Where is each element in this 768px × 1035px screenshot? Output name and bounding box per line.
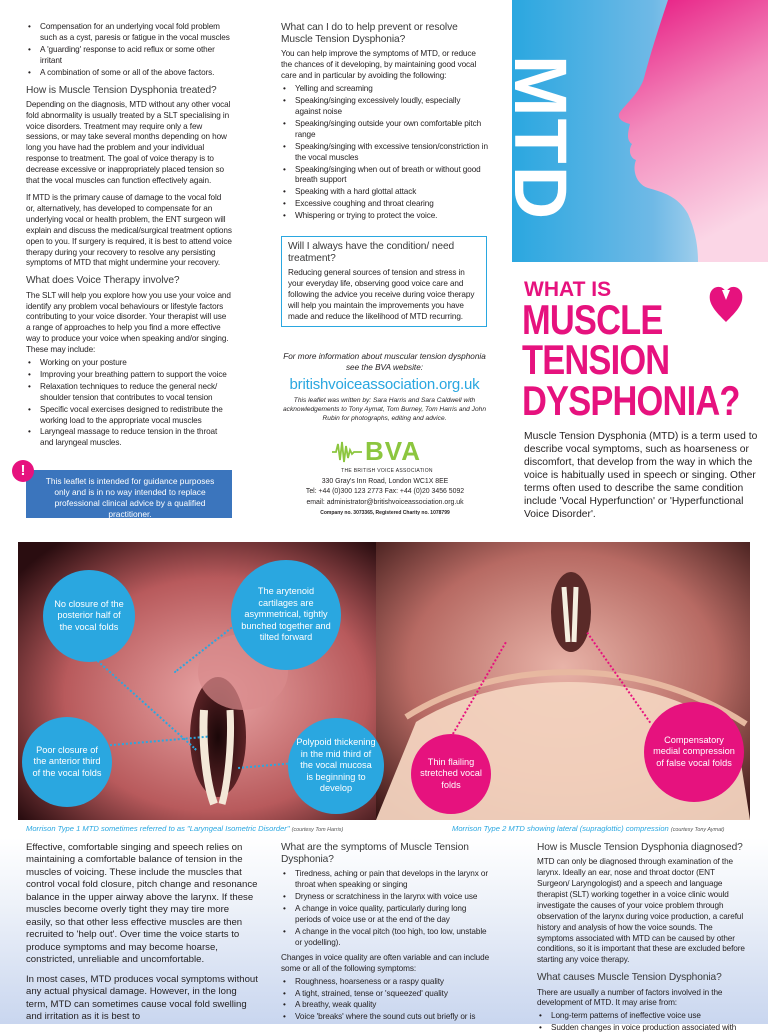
symptoms-heading: What are the symptoms of Muscle Tension Dysphonia?: [281, 842, 469, 866]
quality-bullet-list: [281, 977, 491, 1024]
prevent-bullet-list: [281, 84, 488, 222]
treatment-info-box: [281, 236, 487, 327]
bottom-column-2: [281, 842, 491, 1024]
soundwave-icon: [332, 440, 362, 464]
list-item: • Yelling and screaming: [281, 84, 488, 95]
contact-block: [281, 352, 488, 424]
bottom-paragraph-2: In most cases, MTD produces vocal symptoms without any actual physical damage. However, in the long term, MTD can sometimes cause vocal fold swelling and irritation as it is best to: [26, 973, 258, 1023]
list-item: • Sudden changes in voice production associated with: [537, 1023, 747, 1034]
column-1: [26, 22, 232, 450]
annotation-false-vocal-folds: Compensatory medial compression of false vocal folds: [644, 702, 744, 802]
list-item: • Dryness or scratchiness in the larynx with voice use: [281, 892, 491, 903]
caption-2-credit: (courtesy Tony Aymat): [670, 827, 725, 833]
always-heading: Will I always have the condition/ need treatment?: [288, 241, 455, 265]
bottom-column-3: [537, 842, 747, 1035]
list-item: • Speaking/singing when out of breath or without good breath support: [281, 165, 488, 187]
alert-icon: [12, 460, 34, 482]
column-2: [281, 22, 488, 223]
list-item: • A change in voice quality, particularly during long periods of voice use or at the end of the day: [281, 904, 491, 926]
title-line-muscle: MUSCLE: [522, 296, 663, 343]
disclaimer-text: This leaflet is intended for guidance purposes only and is in no way intended to replace professional clinical advice by a qualified practitioner.: [45, 476, 215, 519]
always-paragraph: Reducing general sources of tension and stress in your everyday life, observing good voice care and following the advice you receive during voice therapy will help you maintain the improvements you have made and reduce the likelihood of MTD recurring.: [288, 268, 475, 322]
list-item: • Whispering or trying to protect the voice.: [281, 211, 488, 222]
bottom-paragraph-1: Effective, comfortable singing and speech relies on maintaining a comfortable balance of tension in the muscles of voicing. These include the muscles that control vocal fold closure, pitch change and resonance balance in the upper airway above the larynx. If these muscles become overly tight they may tire more easily, so that other less effective muscles are then recruited to 'help out'. Over time the voice starts to produce symptoms and may become hoarse, constricted, unreliable and uncomfortable.: [26, 842, 258, 966]
vertical-mtd-title: MTD: [499, 54, 582, 222]
causes-paragraph: There are usually a number of factors involved in the development of MTD. It may arise from:: [537, 987, 723, 1008]
website-link[interactable]: britishvoiceassociation.org.uk: [289, 376, 480, 394]
caption-2-text: Morrison Type 2 MTD showing lateral (supraglottic) compression: [452, 824, 669, 833]
address: 330 Gray's Inn Road, London WC1X 8EE: [321, 478, 449, 485]
therapy-heading: What does Voice Therapy involve?: [26, 275, 180, 287]
bva-logo: [332, 436, 442, 478]
list-item: • Speaking with a hard glottal attack: [281, 187, 488, 198]
list-item: • Relaxation techniques to reduce the general neck/ shoulder tension that contributes to vocal tension: [26, 382, 232, 404]
list-item: • Speaking/singing outside your own comfortable pitch range: [281, 119, 488, 141]
address-block: [290, 477, 480, 518]
caption-1: [26, 824, 356, 833]
symptoms-bullet-list: [281, 869, 491, 948]
diagnosis-heading: How is Muscle Tension Dysphonia diagnosed?: [537, 842, 743, 853]
list-item: • Speaking/singing with excessive tension/constriction in the vocal muscles: [281, 142, 488, 164]
email: email: administrator@britishvoiceassociation.org.uk: [306, 498, 464, 506]
top-bullet-list: [26, 22, 232, 79]
list-item: • Tiredness, aching or pain that develops in the larynx or throat when speaking or singing: [281, 869, 491, 891]
list-item: • Long-term patterns of ineffective voice use: [537, 1011, 747, 1022]
causes-bullet-list: [537, 1011, 747, 1034]
caption-1-credit: (courtesy Tom Harris): [291, 827, 344, 833]
list-item: • Speaking/singing excessively loudly, especially against noise: [281, 96, 488, 118]
info-line: For more information about muscular tension dysphonia see the BVA website:: [283, 352, 486, 372]
what-is-label: WHAT IS: [524, 278, 612, 301]
main-title: [522, 296, 768, 424]
treatment-heading: How is Muscle Tension Dysphonia treated?: [26, 84, 217, 96]
list-item: • Laryngeal massage to reduce tension in the throat and laryngeal muscles.: [26, 427, 232, 449]
laryngoscopy-images: [18, 542, 750, 820]
list-item: • A 'guarding' response to acid reflux or some other irritant: [26, 45, 232, 67]
caption-1-text: Morrison Type 1 MTD sometimes referred to as "Laryngeal Isometric Disorder": [26, 824, 290, 833]
alert-glyph: !: [20, 462, 26, 479]
caption-2: [452, 824, 752, 833]
title-line-dysphonia: DYSPHONIA?: [522, 376, 740, 424]
list-item: • A breathy, weak quality: [281, 1000, 491, 1011]
title-line-tension: TENSION: [522, 336, 670, 384]
credits: This leaflet was written by: Sara Harris and Sara Caldwell with acknowledgements to Tony Aymat, Tom Burney, Tom Harris and John Rubin for photographs, editing and advice.: [283, 397, 486, 423]
annotation-polypoid-thickening: Polypoid thickening in the mid third of the vocal mucosa is beginning to develop: [288, 718, 384, 814]
diagnosis-paragraph: MTD can only be diagnosed through examination of the larynx. Ideally an ear, nose and throat doctor (ENT Surgeon/ Laryngologist) and a speech and language therapist (SLT) working together in a voice clinic would investigate the causes of your voice problem through observation of the larynx during voice production, a careful history and analysis of how the voice sounds. The symptoms associated with MTD can be caused by other conditions, so it is important that these are excluded before starting any voice therapy.: [537, 857, 745, 965]
causes-heading: What causes Muscle Tension Dysphonia?: [537, 972, 722, 984]
list-item: • Roughness, hoarseness or a raspy quality: [281, 977, 491, 988]
annotation-arytenoid-cartilages: The arytenoid cartilages are asymmetrical, tightly bunched together and tilted forward: [231, 560, 341, 670]
treatment-paragraph-2: If MTD is the primary cause of damage to the vocal fold or, alternatively, has developed to compensate for an underlying vocal or health problem, the ENT surgeon will explain and discuss the medical/surgical treatment options open to you. If surgery is required, it is best to attend voice therapy during your recovery to resolve any persisting symptoms of MTD that might undermine your recovery.: [26, 193, 232, 268]
bva-full-name: THE BRITISH VOICE ASSOCIATION: [341, 468, 433, 474]
annotation-anterior-closure: Poor closure of the anterior third of the vocal folds: [22, 717, 112, 807]
list-item: • Excessive coughing and throat clearing: [281, 199, 488, 210]
company-number: Company no. 3073365, Registered Charity no. 1078799: [320, 510, 450, 517]
cover-panel: [499, 0, 768, 540]
telephone: Tel: +44 (0)300 123 2773 Fax: +44 (0)20 3456 5092: [305, 488, 465, 496]
bva-logo-text: BVA: [365, 436, 421, 466]
list-item: • A combination of some or all of the above factors.: [26, 68, 232, 79]
list-item: • A change in the vocal pitch (too high, too low, unstable or yodelling).: [281, 927, 491, 949]
prevent-paragraph: You can help improve the symptoms of MTD, or reduce the chances of it developing, by maintaining good vocal care and in particular by avoiding the following:: [281, 49, 477, 81]
therapy-bullet-list: [26, 358, 232, 449]
list-item: • Specific vocal exercises designed to redistribute the working load to the appropriate vocal muscles: [26, 405, 232, 427]
annotation-flailing-folds: Thin flailing stretched vocal folds: [411, 734, 491, 814]
list-item: • Improving your breathing pattern to support the voice: [26, 370, 232, 381]
intro-paragraph: Muscle Tension Dysphonia (MTD) is a term used to describe vocal symptoms, such as hoarseness or discomfort, that develop from the way in which the voice is habitually used in speech or singing. Other terms often used to describe the same condition include 'Vocal Hyperfunction' or 'Hyperfunctional Voice Disorder'.: [524, 431, 758, 521]
list-item: • Voice 'breaks' where the sound cuts out briefly or is: [281, 1012, 491, 1023]
annotation-posterior-closure: No closure of the posterior half of the vocal folds: [43, 570, 135, 662]
therapy-paragraph: The SLT will help you explore how you use your voice and identify any problem vocal behaviours or lifestyle factors contributing to your voice disorder. Your therapist will use a range of approaches to help you find a more effective way to produce your voice when speaking and/or singing. These may include:: [26, 290, 231, 355]
list-item: • A tight, strained, tense or 'squeezed' quality: [281, 989, 491, 1000]
disclaimer-note-box: [26, 470, 232, 518]
prevent-heading: What can I do to help prevent or resolve Muscle Tension Dysphonia?: [281, 22, 458, 46]
treatment-paragraph-1: Depending on the diagnosis, MTD without any other vocal fold abnormality is usually treated by a SLT specialising in voice disorders. Treatment may require only a few sessions, or may take several months depending on how long you have had the problem and your individual response to treatment. The goal of voice therapy is to decrease excessive or inappropriately placed tension so that the vocal muscles can function effectively again.: [26, 99, 231, 186]
list-item: • Working on your posture: [26, 358, 232, 369]
symptoms-paragraph: Changes in voice quality are often variable and can include some or all of the following symptoms:: [281, 952, 490, 973]
list-item: • Compensation for an underlying vocal fold problem such as a cyst, paresis or fatigue in the vocal muscles: [26, 22, 232, 44]
bottom-column-1: [26, 842, 258, 1024]
